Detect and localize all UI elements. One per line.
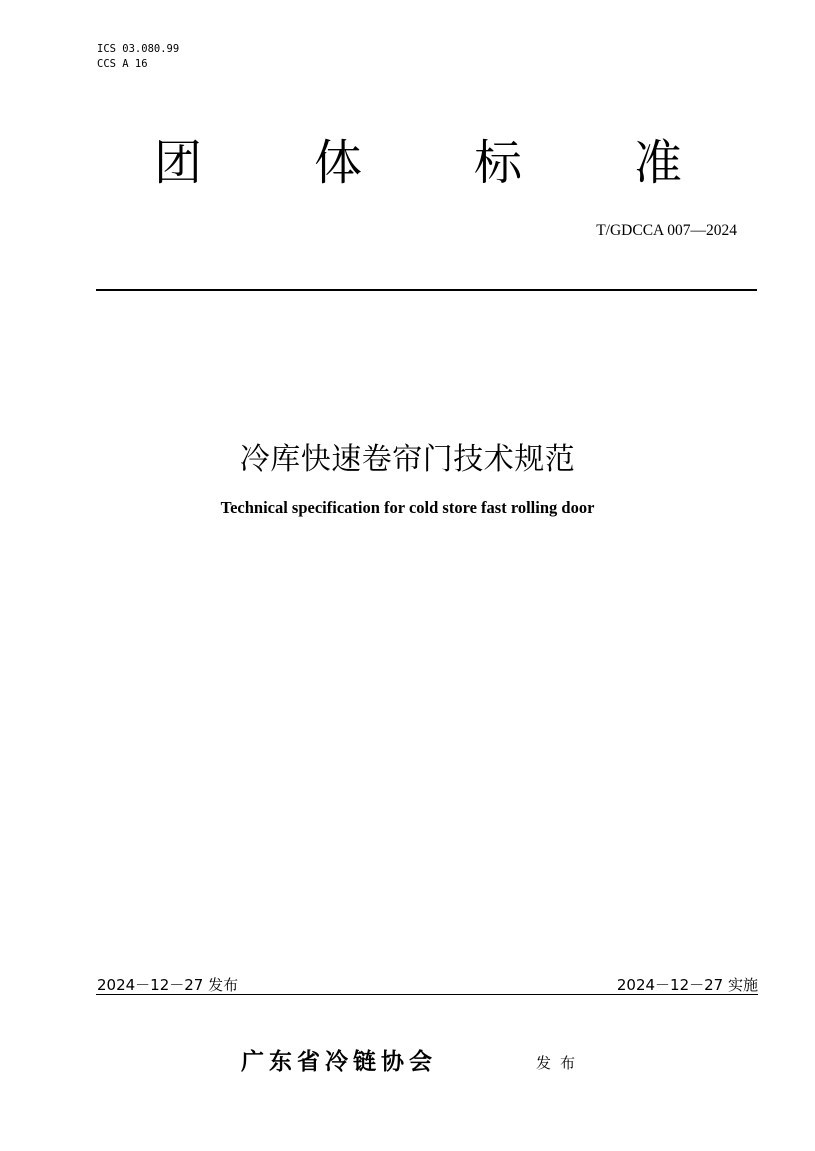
standard-type-char: 团 [153, 135, 202, 191]
issue-date: 2024－12－27 发布 [97, 976, 239, 994]
implementation-date: 2024－12－27 实施 [616, 976, 758, 994]
standard-number: T/GDCCA 007—2024 [596, 222, 737, 239]
publish-label: 发布 [536, 1054, 585, 1072]
publisher-name: 广东省冷链协会 [241, 1049, 437, 1075]
top-divider [96, 289, 757, 291]
standard-type-char: 体 [313, 135, 362, 191]
ccs-code: CCS A 16 [97, 58, 148, 70]
document-title-chinese: 冷库快速卷帘门技术规范 [239, 442, 576, 477]
document-title-english: Technical specification for cold store fast rolling door [220, 498, 595, 517]
standard-type-char: 标 [473, 135, 522, 191]
ics-code: ICS 03.080.99 [97, 43, 180, 55]
standard-type-char: 准 [633, 135, 682, 191]
bottom-divider [96, 994, 758, 995]
standard-type-heading [148, 133, 688, 193]
classification-codes [97, 42, 179, 72]
